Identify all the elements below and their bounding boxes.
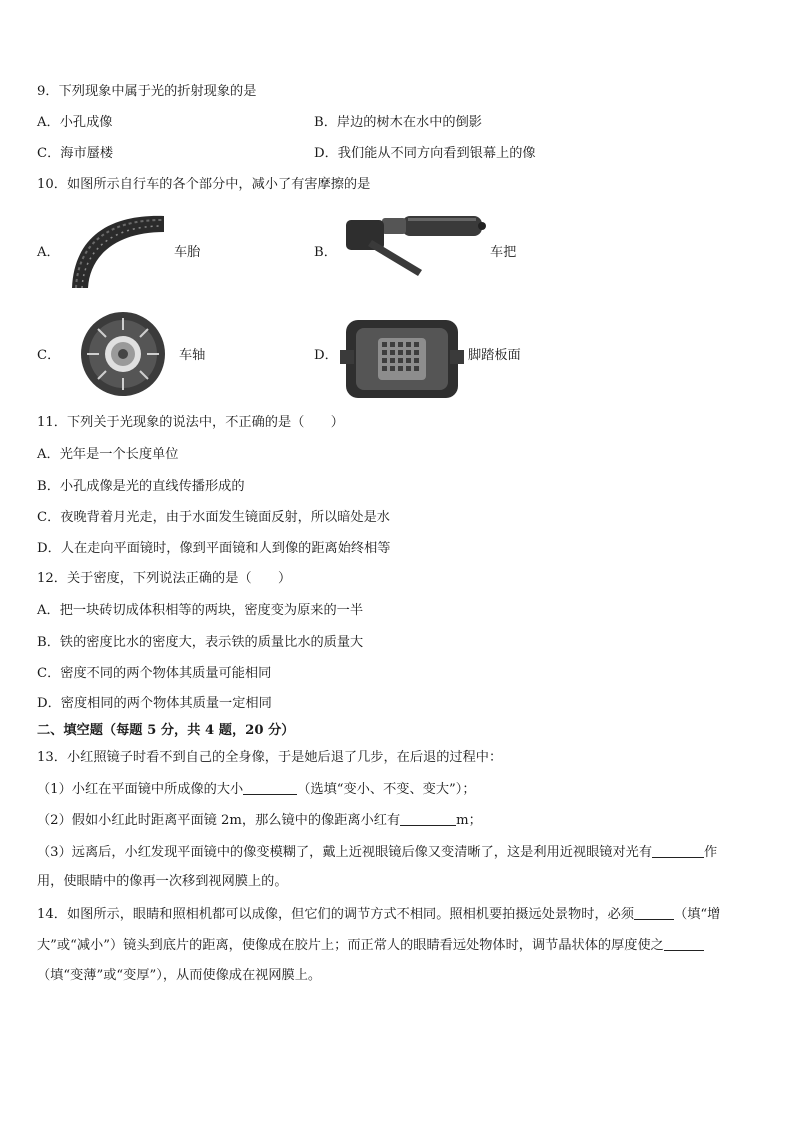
q13-part-2-text-b: m； [456,813,482,828]
q10-option-b-caption: 车把 [490,245,517,260]
q14-line-1 [37,905,720,924]
handlebar-icon [342,212,488,282]
q13-part-2 [37,811,482,830]
q13-blank-3[interactable] [652,843,704,858]
q13-part-1 [37,780,476,799]
q12-option-d: D．密度相同的两个物体其质量一定相同 [37,696,272,711]
q9-option-c: C．海市蜃楼 [37,146,114,161]
q10-stem: 10．如图所示自行车的各个部分中，减小了有害摩擦的是 [37,177,371,192]
q13-part-1-text-a: （1）小红在平面镜中所成像的大小 [37,782,244,797]
pedal-icon [340,316,464,402]
q13-blank-2[interactable] [400,811,456,826]
q10-option-a-caption: 车胎 [174,245,201,260]
q14-blank-1[interactable] [634,905,674,920]
q10-option-d-letter: D． [314,348,338,363]
q10-option-b-letter: B． [314,245,337,260]
q9-option-a: A．小孔成像 [37,115,113,130]
q11-stem: 11．下列关于光现象的说法中，不正确的是（ ） [37,415,344,430]
q12-option-b: B．铁的密度比水的密度大，表示铁的质量比水的质量大 [37,635,364,650]
q10-option-c-letter: C． [37,348,61,363]
q11-option-b: B．小孔成像是光的直线传播形成的 [37,479,245,494]
q12-option-c: C．密度不同的两个物体其质量可能相同 [37,666,272,681]
q9-option-b: B．岸边的树木在水中的倒影 [314,115,482,130]
q14-blank-2[interactable] [664,936,704,951]
tire-icon [66,210,168,290]
axle-icon [68,310,178,398]
q11-option-d: D．人在走向平面镜时，像到平面镜和人到像的距离始终相等 [37,541,391,556]
q14-line-1-text-a: 14．如图所示，眼睛和照相机都可以成像，但它们的调节方式不相同。照相机要拍摄远处景物时，必须 [37,907,635,922]
q13-blank-1[interactable] [243,780,297,795]
q14-line-2-text-a: 大”或“减小”）镜头到底片的距离，使像成在胶片上；而正常人的眼睛看远处物体时，调节晶状体的厚度使之 [37,938,664,953]
q13-part-3 [37,843,717,862]
q10-option-c-caption: 车轴 [179,348,206,363]
q11-option-a: A．光年是一个长度单位 [37,447,179,462]
q14-line-2 [37,936,704,955]
q10-option-a-letter: A． [37,245,60,260]
section-heading: 二、填空题（每题 5 分，共 4 题，20 分） [37,723,295,738]
q13-part-2-text-a: （2）假如小红此时距离平面镜 2m，那么镜中的像距离小红有 [37,813,401,828]
q14-line-3: （填“变薄”或“变厚”），从而使像成在视网膜上。 [37,968,322,983]
q10-option-d-caption: 脚踏板面 [468,348,521,363]
q12-stem: 12．关于密度，下列说法正确的是（ ） [37,571,292,586]
q9-stem: 9．下列现象中属于光的折射现象的是 [37,84,257,99]
q13-part-3-text-a: （3）远离后，小红发现平面镜中的像变模糊了，戴上近视眼镜后像又变清晰了，这是利用近视眼镜对光有 [37,845,653,860]
q13-part-1-text-b: （选填“变小、不变、变大”）； [297,782,476,797]
q9-option-d: D．我们能从不同方向看到银幕上的像 [314,146,536,161]
q13-part-3-continued: 用，使眼睛中的像再一次移到视网膜上的。 [37,874,288,889]
q11-option-c: C．夜晚背着月光走，由于水面发生镜面反射，所以暗处是水 [37,510,390,525]
q13-stem: 13．小红照镜子时看不到自己的全身像，于是她后退了几步，在后退的过程中： [37,750,503,765]
q14-line-1-text-b: （填“增 [674,907,721,922]
q12-option-a: A．把一块砖切成体积相等的两块，密度变为原来的一半 [37,603,364,618]
q13-part-3-text-b: 作 [704,845,718,860]
